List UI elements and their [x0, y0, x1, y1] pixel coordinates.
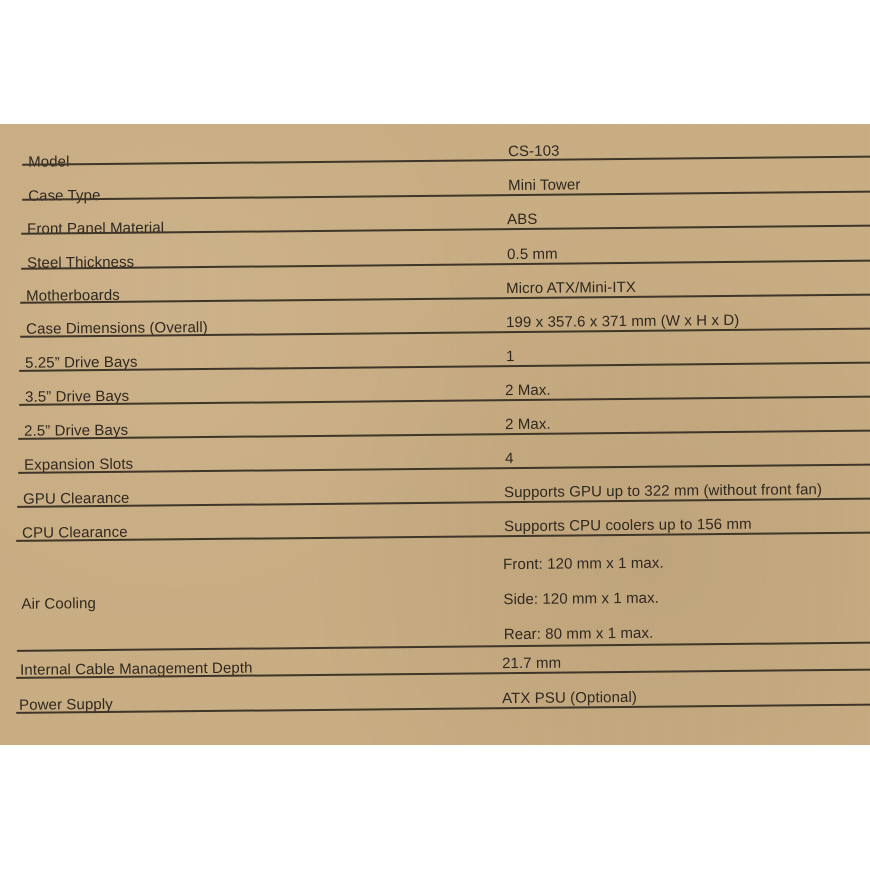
spec-value: Supports CPU coolers up to 156 mm: [503, 515, 752, 536]
spec-label: Front Panel Material: [27, 219, 165, 238]
spec-row-model: [0, 138, 870, 171]
spec-row-expansion-slots: [0, 446, 870, 474]
spec-label: Air Cooling: [21, 595, 97, 613]
row-divider: [19, 362, 870, 372]
cardboard-box-panel: [0, 124, 870, 745]
spec-label: 3.5” Drive Bays: [25, 387, 130, 406]
spec-value: Micro ATX/Mini-ITX: [505, 278, 637, 298]
spec-row-25-drive-bays: [0, 412, 870, 440]
spec-label: 5.25” Drive Bays: [25, 353, 138, 372]
row-divider: [17, 498, 870, 508]
spec-table: [0, 124, 870, 745]
row-divider: [16, 704, 870, 714]
spec-value: ABS: [506, 210, 538, 229]
spec-value: 2 Max.: [504, 415, 551, 434]
spec-row-525-drive-bays: [0, 344, 870, 372]
spec-label: Model: [28, 153, 70, 171]
spec-value: Side: 120 mm x 1 max.: [503, 589, 660, 609]
row-divider: [22, 191, 870, 201]
row-divider: [18, 464, 870, 474]
spec-value: Supports GPU up to 322 mm (without front fan): [503, 481, 823, 502]
spec-value: 1: [505, 348, 515, 366]
spec-value: 0.5 mm: [506, 245, 558, 264]
spec-label: 2.5” Drive Bays: [24, 421, 129, 440]
spec-value: 199 x 357.6 x 371 mm (W x H x D): [505, 311, 740, 332]
spec-label: Case Dimensions (Overall): [26, 319, 208, 338]
row-divider: [22, 156, 870, 166]
row-divider: [21, 260, 870, 270]
spec-row-case-dimensions: [0, 310, 870, 338]
spec-row-35-drive-bays: [0, 378, 870, 406]
spec-label: Expansion Slots: [24, 455, 134, 474]
row-divider: [16, 532, 870, 542]
spec-label: Internal Cable Management Depth: [20, 659, 253, 679]
spec-label: GPU Clearance: [23, 489, 130, 508]
spec-value: 21.7 mm: [501, 654, 562, 673]
spec-value: ATX PSU (Optional): [501, 688, 638, 708]
spec-row-steel-thickness: [0, 242, 870, 270]
row-divider: [19, 396, 870, 406]
spec-label: Motherboards: [26, 286, 120, 305]
spec-row-power-supply: [0, 686, 870, 714]
spec-value: Front: 120 mm x 1 max.: [503, 554, 664, 574]
spec-row-front-panel-material: [0, 207, 870, 238]
spec-label: CPU Clearance: [22, 523, 128, 542]
spec-row-cable-management-depth: [0, 651, 870, 679]
row-divider: [20, 294, 870, 304]
spec-value: 2 Max.: [504, 381, 551, 400]
spec-row-motherboards: [0, 276, 870, 304]
spec-row-case-type: [0, 173, 870, 205]
row-divider: [18, 430, 870, 440]
spec-label: Power Supply: [19, 695, 113, 714]
spec-row-gpu-clearance: [0, 480, 870, 508]
row-divider: [17, 642, 870, 652]
spec-value: 4: [504, 450, 514, 468]
spec-value: CS-103: [507, 142, 560, 161]
spec-label: Steel Thickness: [27, 253, 135, 272]
spec-label: Case Type: [28, 187, 101, 205]
spec-row-cpu-clearance: [0, 514, 870, 542]
spec-row-air-cooling: [0, 548, 870, 652]
spec-value: Rear: 80 mm x 1 max.: [503, 624, 654, 644]
spec-value: Mini Tower: [507, 176, 581, 195]
